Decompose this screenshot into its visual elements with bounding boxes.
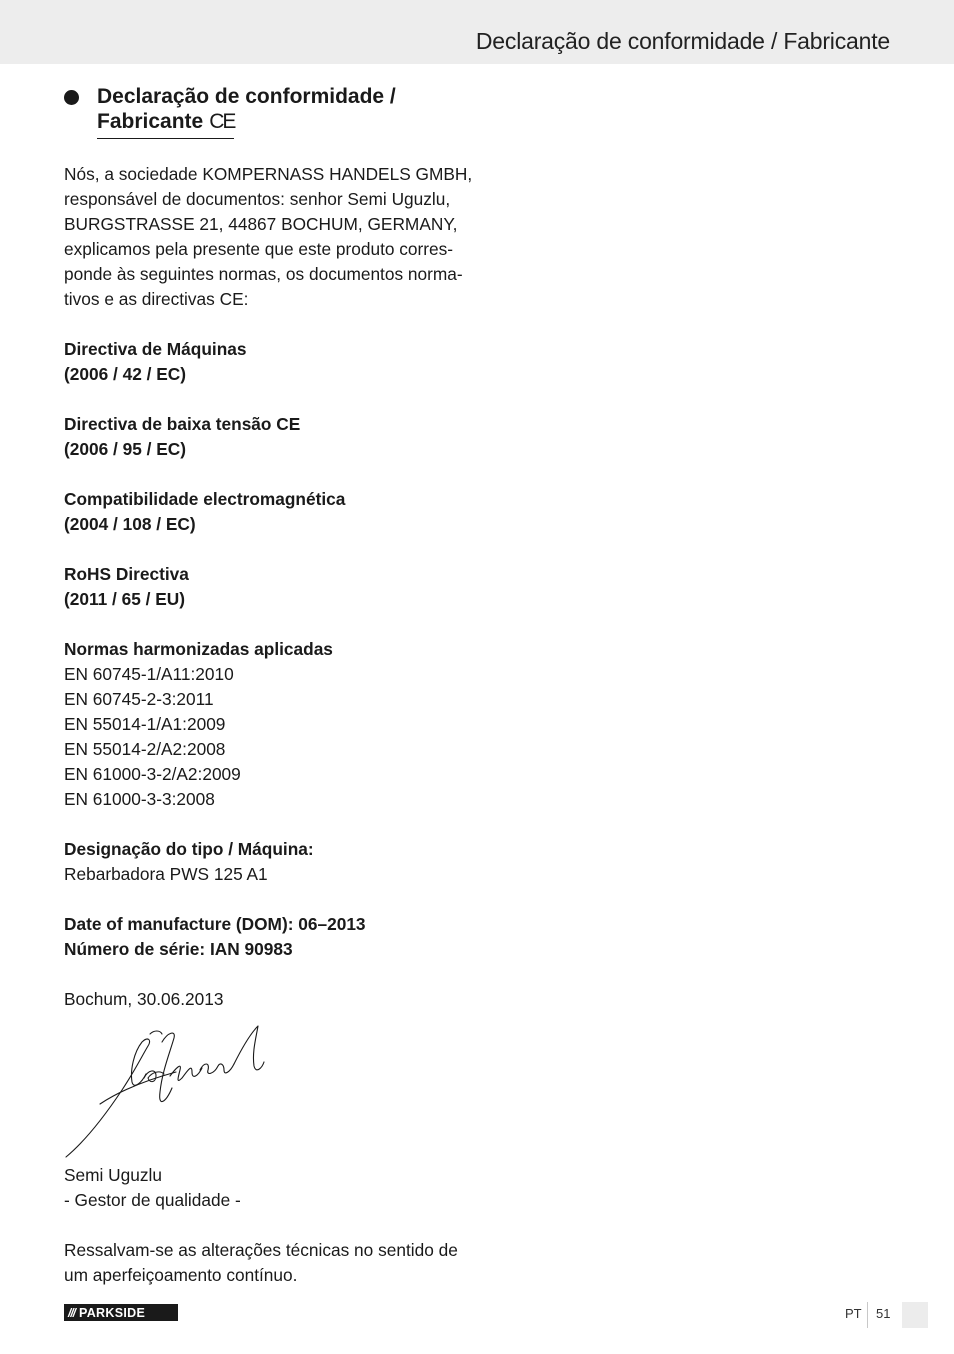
signatory-block — [64, 1163, 241, 1213]
logo-stripes-icon: /// — [68, 1305, 76, 1320]
ce-mark-icon: CE — [209, 110, 235, 133]
intro-line: BURGSTRASSE 21, 44867 BOCHUM, GERMANY, — [64, 214, 458, 234]
directive-code: (2006 / 95 / EC) — [64, 439, 186, 459]
standard-item: EN 55014-2/A2:2008 — [64, 739, 226, 759]
place-date: Bochum, 30.06.2013 — [64, 989, 224, 1009]
signatory-name: Semi Uguzlu — [64, 1165, 162, 1185]
directive-title: Directiva de Máquinas — [64, 339, 247, 359]
directive-code: (2011 / 65 / EU) — [64, 589, 186, 609]
footnote-line: um aperfeiçoamento contínuo. — [64, 1265, 298, 1285]
intro-line: Nós, a sociedade KOMPERNASS HANDELS GMBH, — [64, 164, 473, 184]
manufacture-date: Date of manufacture (DOM): 06–2013 — [64, 914, 366, 934]
standard-item: EN 61000-3-2/A2:2009 — [64, 764, 241, 784]
footer-language: PT — [845, 1306, 862, 1321]
page-header-title: Declaração de conformidade / Fabricante — [475, 28, 890, 54]
standards-title: Normas harmonizadas aplicadas — [64, 639, 333, 659]
footer-box — [902, 1302, 928, 1328]
section-title-fabricante: Fabricante — [97, 110, 204, 133]
footnote-line: Ressalvam-se as alterações técnicas no sentido de — [64, 1240, 458, 1260]
signature-image — [64, 1022, 274, 1162]
intro-line: explicamos pela presente que este produto corres- — [64, 239, 454, 259]
section-title-line1: Declaração de conformidade / — [97, 85, 396, 108]
serial-number: Número de série: IAN 90983 — [64, 939, 293, 959]
standard-item: EN 55014-1/A1:2009 — [64, 714, 226, 734]
declaration-body — [64, 162, 474, 1012]
directive-title: Directiva de baixa tensão CE — [64, 414, 301, 434]
directive-code: (2004 / 108 / EC) — [64, 514, 196, 534]
header-band — [0, 0, 954, 64]
intro-line: responsável de documentos: senhor Semi Uguzlu, — [64, 189, 451, 209]
intro-line: tivos e as directivas CE: — [64, 289, 249, 309]
parkside-logo — [64, 1304, 178, 1321]
intro-line: ponde às seguintes normas, os documentos norma- — [64, 264, 463, 284]
type-value: Rebarbadora PWS 125 A1 — [64, 864, 268, 884]
standard-item: EN 60745-2-3:2011 — [64, 689, 214, 709]
signatory-role: - Gestor de qualidade - — [64, 1190, 241, 1210]
standard-item: EN 61000-3-3:2008 — [64, 789, 215, 809]
page-number: 51 — [876, 1306, 891, 1321]
directive-code: (2006 / 42 / EC) — [64, 364, 186, 384]
section-title-line2 — [97, 109, 234, 139]
bullet-icon — [64, 90, 79, 105]
type-label: Designação do tipo / Máquina: — [64, 839, 314, 859]
logo-brand-text: PARKSIDE — [79, 1305, 146, 1320]
standard-item: EN 60745-1/A11:2010 — [64, 664, 234, 684]
directive-title: Compatibilidade electromagnética — [64, 489, 346, 509]
footnote — [64, 1238, 484, 1288]
footer-divider — [867, 1302, 868, 1328]
section-title — [97, 84, 396, 139]
directive-title: RoHS Directiva — [64, 564, 189, 584]
